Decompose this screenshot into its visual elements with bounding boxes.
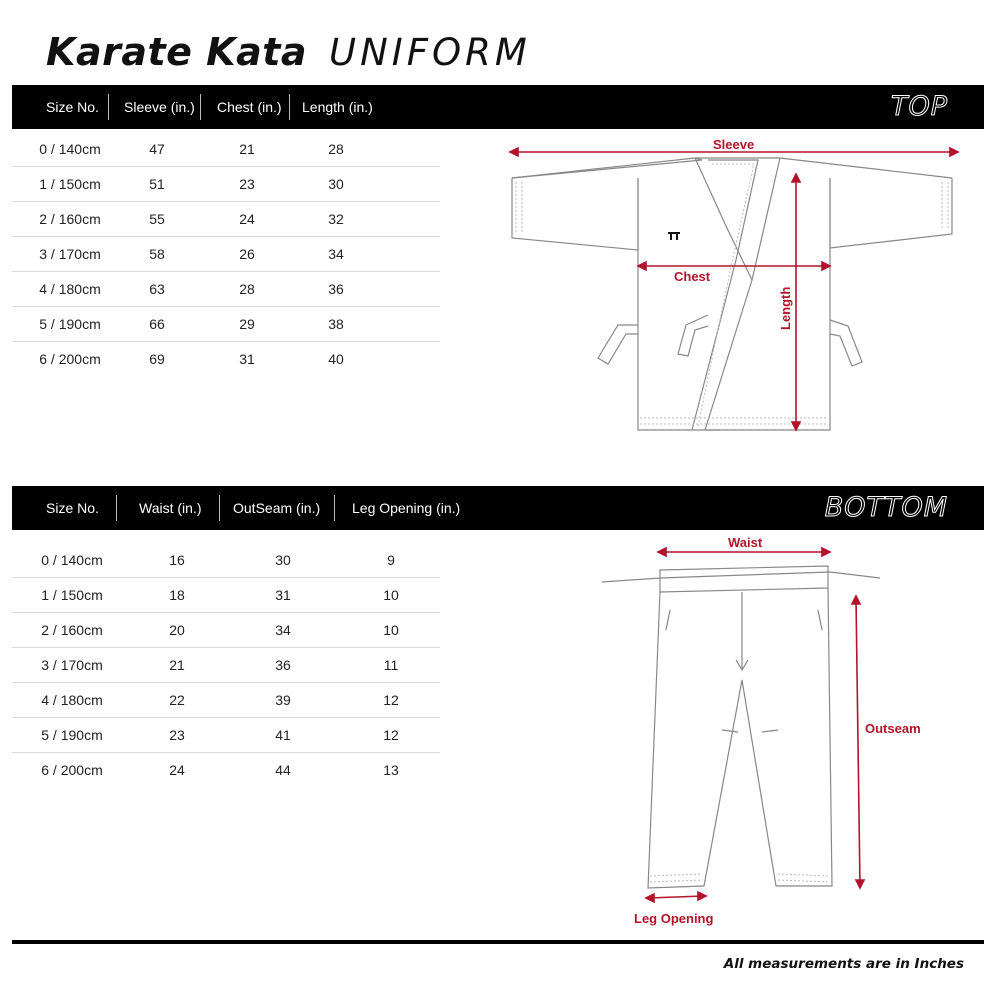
table-row — [12, 167, 440, 202]
table-row — [12, 578, 440, 613]
sleeve-cell: 51 — [149, 176, 165, 192]
top-size-table — [12, 132, 440, 376]
fly-line — [736, 592, 748, 670]
length-label: Length — [778, 286, 793, 330]
leg-opening-cell: 11 — [383, 657, 399, 673]
arrow-head — [822, 262, 830, 270]
table-row — [12, 613, 440, 648]
chest-cell: 29 — [239, 316, 255, 332]
table-row — [12, 718, 440, 753]
chest-cell: 31 — [239, 351, 255, 367]
waist-cell: 24 — [169, 762, 185, 778]
shoulder-line — [512, 158, 952, 178]
pants-outline — [648, 588, 832, 888]
chest-cell: 23 — [239, 176, 255, 192]
table-row — [12, 683, 440, 718]
sleeve-cell: 69 — [149, 351, 165, 367]
outseam-cell: 39 — [275, 692, 291, 708]
outseam-cell: 44 — [275, 762, 291, 778]
size-cell: 6 / 200cm — [41, 762, 103, 778]
sleeve-label: Sleeve — [713, 137, 755, 152]
waist-cell: 16 — [169, 552, 185, 568]
jacket-diagram — [490, 130, 980, 440]
bottom-section-tag: BOTTOM — [824, 492, 948, 523]
top-col-divider — [108, 94, 109, 120]
leg-opening-cell: 12 — [383, 692, 399, 708]
outseam-cell: 30 — [275, 552, 291, 568]
bottom-header-bar — [12, 486, 984, 530]
leg-opening-arrow — [648, 896, 704, 898]
arrow-head — [638, 262, 646, 270]
waist-cell: 23 — [169, 727, 185, 743]
chest-cell: 21 — [239, 141, 255, 157]
chest-cell: 24 — [239, 211, 255, 227]
top-col-size: Size No. — [46, 99, 99, 115]
size-cell: 1 / 150cm — [41, 587, 103, 603]
arrow-head — [950, 148, 958, 156]
leg-opening-cell: 12 — [383, 727, 399, 743]
length-cell: 34 — [328, 246, 344, 262]
brand-logo — [668, 232, 680, 240]
size-cell: 0 / 140cm — [41, 552, 103, 568]
sleeve-cell: 58 — [149, 246, 165, 262]
collar-band — [695, 158, 780, 430]
sleeve-cell: 63 — [149, 281, 165, 297]
leg-opening-label: Leg Opening — [634, 911, 714, 926]
bottom-col-leg-opening: Leg Opening (in.) — [352, 500, 461, 516]
chest-cell: 26 — [239, 246, 255, 262]
table-row — [12, 272, 440, 307]
outseam-cell: 34 — [275, 622, 291, 638]
size-cell: 6 / 200cm — [39, 351, 101, 367]
right-tie — [830, 320, 862, 366]
page-title — [46, 30, 531, 74]
leg-opening-cell: 10 — [383, 587, 399, 603]
bottom-size-table — [12, 543, 440, 787]
arrow-head — [792, 422, 800, 430]
arrow-head — [856, 880, 864, 888]
outseam-cell: 36 — [275, 657, 291, 673]
size-cell: 2 / 160cm — [39, 211, 101, 227]
bottom-col-divider — [334, 495, 335, 521]
bottom-col-divider — [116, 495, 117, 521]
waist-label: Waist — [728, 535, 763, 550]
pocket-line — [666, 610, 822, 630]
drawstring — [602, 572, 880, 582]
waist-cell: 18 — [169, 587, 185, 603]
top-col-chest: Chest (in.) — [217, 99, 282, 115]
length-cell: 32 — [328, 211, 344, 227]
table-row — [12, 307, 440, 342]
leg-opening-cell: 10 — [383, 622, 399, 638]
arrow-head — [658, 548, 666, 556]
outseam-label: Outseam — [865, 721, 921, 736]
bottom-col-outseam: OutSeam (in.) — [233, 500, 321, 516]
chest-cell: 28 — [239, 281, 255, 297]
size-cell: 5 / 190cm — [39, 316, 101, 332]
footer-note: All measurements are in Inches — [723, 956, 964, 972]
size-cell: 3 / 170cm — [39, 246, 101, 262]
sleeve-cell: 66 — [149, 316, 165, 332]
pants-diagram — [590, 530, 921, 935]
table-row — [12, 342, 440, 376]
arrow-head — [646, 894, 654, 902]
bottom-col-divider — [219, 495, 220, 521]
waist-cell: 21 — [169, 657, 185, 673]
sleeve-cell: 55 — [149, 211, 165, 227]
leg-opening-cell: 9 — [387, 552, 395, 568]
bottom-col-waist: Waist (in.) — [139, 500, 202, 516]
size-cell: 1 / 150cm — [39, 176, 101, 192]
leg-opening-cell: 13 — [383, 762, 399, 778]
size-cell: 4 / 180cm — [41, 692, 103, 708]
outseam-cell: 31 — [275, 587, 291, 603]
table-row — [12, 132, 440, 167]
collar-stitching — [698, 164, 754, 426]
cuff-stitching — [516, 182, 948, 234]
length-cell: 38 — [328, 316, 344, 332]
length-cell: 28 — [328, 141, 344, 157]
outseam-arrow — [856, 598, 860, 886]
sleeve-cell: 47 — [149, 141, 165, 157]
jacket-body — [638, 180, 830, 430]
title-light: UNIFORM — [329, 31, 531, 74]
top-col-divider — [289, 94, 290, 120]
size-cell: 2 / 160cm — [41, 622, 103, 638]
top-section-tag: TOP — [890, 91, 948, 122]
length-cell: 40 — [328, 351, 344, 367]
right-sleeve — [830, 178, 952, 248]
top-col-length: Length (in.) — [302, 99, 373, 115]
size-cell: 3 / 170cm — [41, 657, 103, 673]
table-row — [12, 237, 440, 272]
outseam-cell: 41 — [275, 727, 291, 743]
size-cell: 0 / 140cm — [39, 141, 101, 157]
top-col-sleeve: Sleeve (in.) — [124, 99, 195, 115]
table-row — [12, 753, 440, 787]
arrow-head — [792, 174, 800, 182]
waistband — [660, 566, 828, 592]
table-row — [12, 543, 440, 578]
left-tie — [598, 325, 638, 364]
length-cell: 30 — [328, 176, 344, 192]
arrow-head — [822, 548, 830, 556]
cuff-stitching — [650, 874, 830, 882]
bottom-col-size: Size No. — [46, 500, 99, 516]
footer-divider — [12, 940, 984, 944]
top-header-bar — [12, 85, 984, 129]
lapel-line — [695, 158, 752, 280]
waist-cell: 20 — [169, 622, 185, 638]
table-row — [12, 648, 440, 683]
table-row — [12, 202, 440, 237]
arrow-head — [510, 148, 518, 156]
top-col-divider — [200, 94, 201, 120]
length-cell: 36 — [328, 281, 344, 297]
title-bold: Karate Kata — [46, 30, 308, 74]
left-sleeve — [512, 178, 638, 250]
chest-label: Chest — [674, 269, 711, 284]
size-cell: 5 / 190cm — [41, 727, 103, 743]
arrow-head — [852, 596, 860, 604]
arrow-head — [698, 892, 706, 900]
waist-cell: 22 — [169, 692, 185, 708]
size-cell: 4 / 180cm — [39, 281, 101, 297]
inner-tie — [678, 315, 708, 356]
